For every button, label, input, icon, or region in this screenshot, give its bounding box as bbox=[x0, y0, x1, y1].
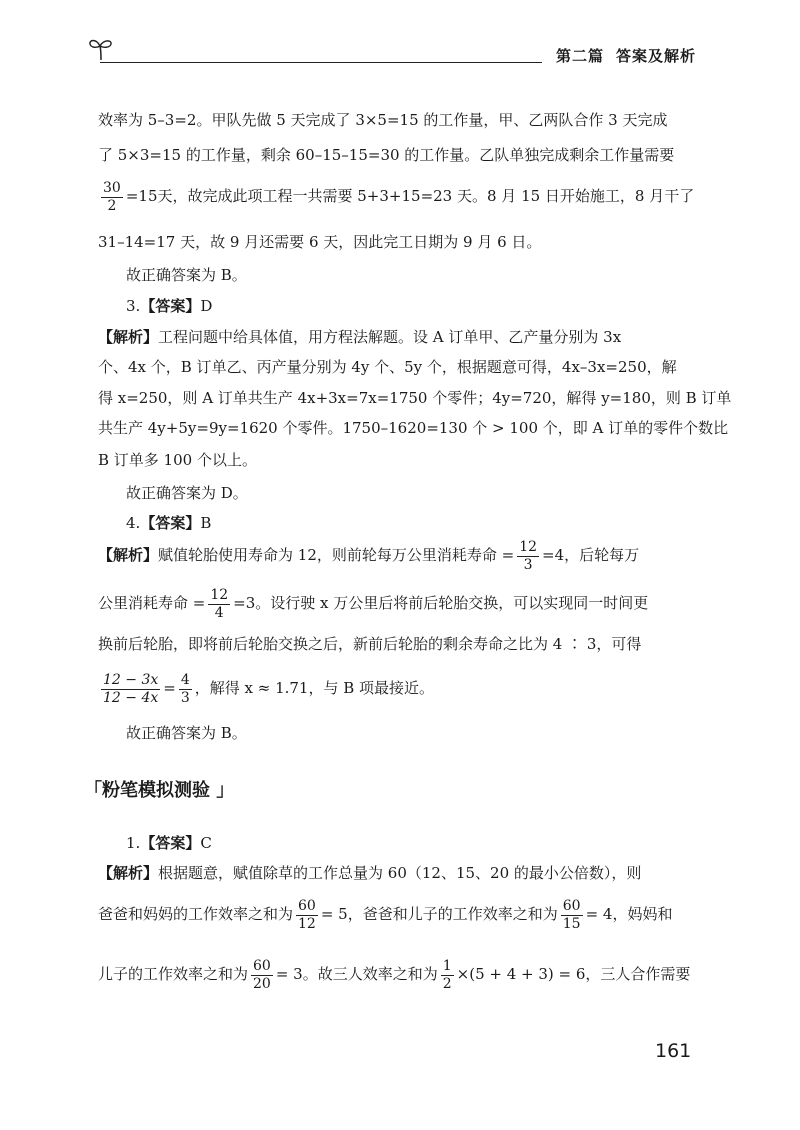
answer-line: 4.【答案】B bbox=[126, 514, 212, 532]
text-line: 公里消耗寿命 = $\frac{12}{4}$ =3。设行驶 x 万公里后将前后轮胎交换，可以实现同一时间更 bbox=[98, 586, 649, 621]
running-header bbox=[556, 45, 696, 66]
text-line: 效率为 5–3=2。甲队先做 5 天完成了 3×5=15 的工作量，甲、乙两队合作 3 天完成 bbox=[98, 111, 668, 129]
fraction: $\frac{60}{12}$ bbox=[298, 897, 316, 932]
fraction: $\frac{60}{15}$ bbox=[562, 897, 581, 932]
text-line: $\frac{30}{2}$ =15天，故完成此项工程一共需要 5+3+15=23 天。8 月 15 日开始施工，8 月干了 bbox=[103, 179, 695, 214]
text-line: 爸爸和妈妈的工作效率之和为 $\frac{60}{12}$ = 5，爸爸和儿子的工作效率之和为 $\frac{60}{15}$ = 4，妈妈和 bbox=[98, 897, 673, 932]
fraction: $\frac{12}{4}$ bbox=[210, 586, 229, 621]
text-line: 故正确答案为 B。 bbox=[126, 266, 247, 284]
text-line: 故正确答案为 D。 bbox=[126, 484, 248, 502]
text-line: $\frac{12 - 3x}{12 - 4x}$ = $\frac{4}{3}$ ，解得 x ≈ 1.71，与 B 项最接近。 bbox=[103, 671, 435, 706]
text-line: 得 x=250，则 A 订单共生产 4x+3x=7x=1750 个零件；4y=720，解得 y=180，则 B 订单 bbox=[98, 389, 732, 407]
header-rule bbox=[100, 62, 542, 63]
analysis-line: 【解析】工程问题中给具体值，用方程法解题。设 A 订单甲、乙产量分别为 3x bbox=[98, 328, 622, 346]
fraction: $\frac{30}{2}$ bbox=[103, 179, 121, 214]
sprout-logo-icon bbox=[86, 34, 116, 64]
text-line: B 订单多 100 个以上。 bbox=[98, 451, 257, 469]
page-number: 161 bbox=[655, 1040, 692, 1062]
answer-line: 3.【答案】D bbox=[126, 297, 213, 315]
text-line: 换前后轮胎，即将前后轮胎交换之后，新前后轮胎的剩余寿命之比为 4 ∶ 3，可得 bbox=[98, 635, 642, 653]
text-line: 31–14=17 天，故 9 月还需要 6 天，因此完工日期为 9 月 6 日。 bbox=[98, 233, 542, 251]
fraction: $\frac{4}{3}$ bbox=[180, 671, 190, 706]
fraction: $\frac{60}{20}$ bbox=[253, 957, 271, 992]
header-section: 答案及解析 bbox=[616, 47, 697, 65]
text-line: 个、4x 个，B 订单乙、丙产量分别为 4y 个、5y 个，根据题意可得，4x–3x=250，解 bbox=[98, 358, 677, 376]
text-line: 儿子的工作效率之和为 $\frac{60}{20}$ = 3。故三人效率之和为 $\frac{1}{2}$ ×(5 + 4 + 3) = 6，三人合作需要 bbox=[98, 957, 691, 992]
fraction: $\frac{12}{3}$ bbox=[519, 538, 538, 573]
text-line: 共生产 4y+5y=9y=1620 个零件。1750–1620=130 个 > 100 个，即 A 订单的零件个数比 bbox=[98, 419, 729, 437]
answer-line: 1.【答案】C bbox=[126, 834, 212, 852]
fraction: $\frac{12 - 3x}{12 - 4x}$ bbox=[103, 671, 159, 706]
header-part: 第二篇 bbox=[556, 47, 605, 65]
text-line: 了 5×3=15 的工作量，剩余 60–15–15=30 的工作量。乙队单独完成剩余工作量需要 bbox=[98, 146, 675, 164]
analysis-line: 【解析】赋值轮胎使用寿命为 12，则前轮每万公里消耗寿命 = $\frac{12}{3}$ =4，后轮每万 bbox=[98, 538, 640, 573]
section-heading: 「粉笔模拟测验 」 bbox=[84, 780, 235, 801]
fraction: $\frac{1}{2}$ bbox=[442, 957, 452, 992]
text-line: 故正确答案为 B。 bbox=[126, 724, 247, 742]
analysis-line: 【解析】根据题意，赋值除草的工作总量为 60（12、15、20 的最小公倍数），则 bbox=[98, 864, 642, 882]
